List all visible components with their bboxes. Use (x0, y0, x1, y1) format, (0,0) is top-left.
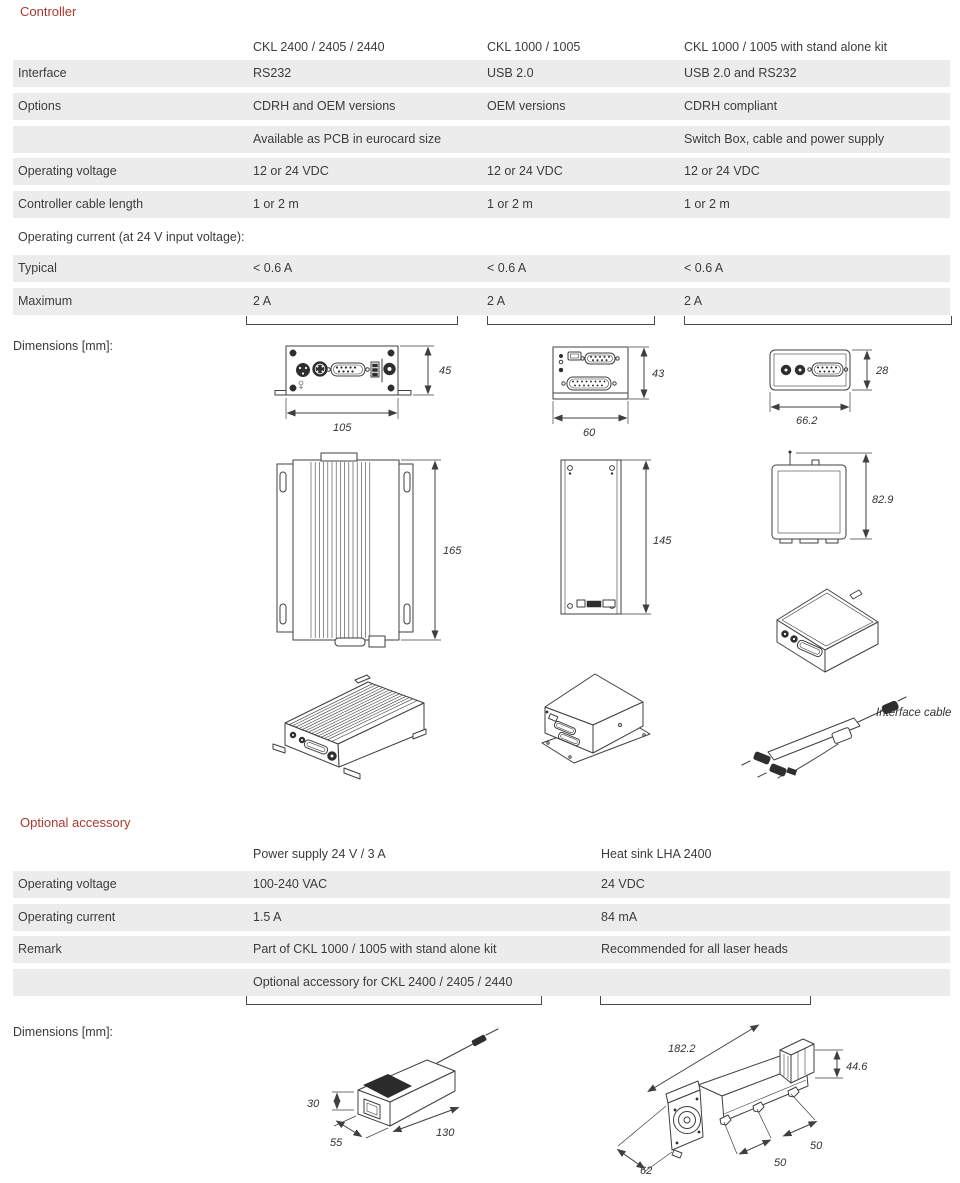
cable-connector-icon (753, 751, 771, 764)
table-row (13, 158, 950, 185)
cell: Available as PCB in eurocard size (253, 132, 442, 146)
cell: 24 VDC (601, 877, 645, 891)
cell: CDRH compliant (684, 99, 778, 113)
dimension-value: 44.6 (846, 1061, 868, 1073)
power-jack-icon (328, 752, 337, 761)
rear-fan-block (780, 1039, 814, 1083)
table-subheader: Operating current (at 24 V input voltage): (18, 230, 245, 244)
table-row (13, 936, 950, 963)
power-jack-icon (781, 365, 791, 375)
dimension-value: 165 (443, 545, 462, 557)
dimension-value: 45 (439, 365, 452, 377)
cell: USB 2.0 (487, 66, 534, 80)
dimension-value: 145 (653, 535, 672, 547)
ckl2400-iso-view-drawing (256, 668, 431, 790)
dimension-value: 43 (652, 368, 665, 380)
dimension-value: 50 (774, 1157, 787, 1169)
power-jack-icon (795, 365, 805, 375)
ckl2400-top-view-drawing (265, 450, 470, 650)
column-header: CKL 2400 / 2405 / 2440 (253, 40, 385, 54)
dimensions-label: Dimensions [mm]: (13, 1025, 114, 1039)
row-label: Controller cable length (18, 197, 144, 211)
cell: Recommended for all laser heads (601, 942, 788, 956)
cell: 2 A (684, 294, 703, 308)
column-header: Power supply 24 V / 3 A (253, 847, 386, 861)
cell: OEM versions (487, 99, 566, 113)
row-label: Remark (18, 942, 62, 956)
db9-connector-icon (581, 353, 619, 364)
mounting-tab (720, 1115, 731, 1125)
ckl2400-front-view-drawing (273, 342, 463, 442)
dimension-value: 50 (810, 1140, 823, 1152)
power-jack-icon (782, 631, 789, 638)
dimension-value: 62 (640, 1165, 653, 1177)
ckl1000-iso-view-drawing (536, 668, 661, 783)
column-header: CKL 1000 / 1005 (487, 40, 581, 54)
terminal-block-icon (371, 362, 379, 377)
ckl1000-front-view-drawing (545, 341, 670, 446)
switch-box-iso-view-drawing (740, 565, 900, 685)
heat-sink-drawing (610, 1022, 950, 1182)
db9-connector-icon (327, 363, 370, 376)
table-row (13, 93, 950, 120)
row-label: Maximum (18, 294, 73, 308)
cell: 1 or 2 m (684, 197, 730, 211)
row-label: Options (18, 99, 62, 113)
cell: 84 mA (601, 910, 638, 924)
cell: Switch Box, cable and power supply (684, 132, 885, 146)
cable-connector-icon (769, 763, 787, 776)
power-jack-icon (290, 732, 296, 738)
table-row (13, 191, 950, 218)
dimension-value: 30 (307, 1098, 320, 1110)
table-row (13, 969, 950, 996)
cell: Part of CKL 1000 / 1005 with stand alone kit (253, 942, 497, 956)
row-label: Interface (18, 66, 67, 80)
dimension-value: 105 (333, 422, 352, 434)
switch-box-top-view-drawing (760, 448, 900, 573)
dimensions-label: Dimensions [mm]: (13, 339, 114, 353)
power-jack-icon (384, 363, 396, 375)
column-bracket (684, 316, 952, 325)
power-jack-icon (791, 636, 798, 643)
cell: Optional accessory for CKL 2400 / 2405 / 2440 (253, 975, 513, 989)
cell: 2 A (487, 294, 506, 308)
dimension-value: 130 (436, 1127, 455, 1139)
column-header: CKL 1000 / 1005 with stand alone kit (684, 40, 888, 54)
row-label: Operating voltage (18, 877, 117, 891)
column-bracket (246, 316, 458, 325)
column-bracket (600, 996, 811, 1005)
cell: 1 or 2 m (253, 197, 299, 211)
table-header-row (13, 37, 950, 57)
cell: 12 or 24 VDC (487, 164, 563, 178)
table-header-row (13, 844, 950, 864)
table-row (13, 871, 950, 898)
table-row (13, 255, 950, 282)
din-connector-icon (296, 363, 310, 377)
cable-connector-icon (787, 767, 797, 775)
cell: CDRH and OEM versions (253, 99, 396, 113)
cell: 1.5 A (253, 910, 282, 924)
db9-connector-icon (808, 363, 848, 376)
cell: < 0.6 A (684, 261, 724, 275)
table-row (13, 904, 950, 931)
row-label: Operating current (18, 910, 116, 924)
column-bracket (246, 996, 542, 1005)
power-supply-drawing (300, 1028, 520, 1178)
section-title-optional-accessory: Optional accessory (20, 815, 131, 830)
table-subheader-row (13, 224, 950, 251)
interface-cable-drawing (738, 682, 960, 790)
column-header: Heat sink LHA 2400 (601, 847, 712, 861)
dimension-value: 60 (583, 427, 596, 439)
cell: < 0.6 A (253, 261, 293, 275)
table-row (13, 60, 950, 87)
dimension-value: 182.2 (668, 1043, 696, 1055)
cell: 12 or 24 VDC (253, 164, 329, 178)
ckl1000-top-view-drawing (543, 452, 678, 637)
cell: RS232 (253, 66, 292, 80)
dimension-value: 82.9 (872, 494, 894, 506)
dimension-value: 55 (330, 1137, 343, 1149)
table-row (13, 288, 950, 315)
din-connector-icon (313, 362, 328, 377)
cell: USB 2.0 and RS232 (684, 66, 797, 80)
cell: 2 A (253, 294, 272, 308)
db15-connector-icon (562, 377, 616, 390)
power-jack-icon (299, 737, 305, 743)
cell: < 0.6 A (487, 261, 527, 275)
mounting-foot (672, 1150, 682, 1158)
cell: 1 or 2 m (487, 197, 533, 211)
column-bracket (487, 316, 655, 325)
barrel-plug-icon (472, 1035, 487, 1047)
dimension-value: 28 (876, 365, 889, 377)
interface-cable-label: Interface cable (876, 707, 952, 719)
section-title-controller: Controller (20, 4, 77, 19)
cell: 100-240 VAC (253, 877, 328, 891)
row-label: Typical (18, 261, 57, 275)
cell: 12 or 24 VDC (684, 164, 760, 178)
row-label: Operating voltage (18, 164, 117, 178)
dimension-value: 66.2 (796, 415, 818, 427)
table-row (13, 126, 950, 153)
kit-front-view-drawing (762, 340, 902, 432)
